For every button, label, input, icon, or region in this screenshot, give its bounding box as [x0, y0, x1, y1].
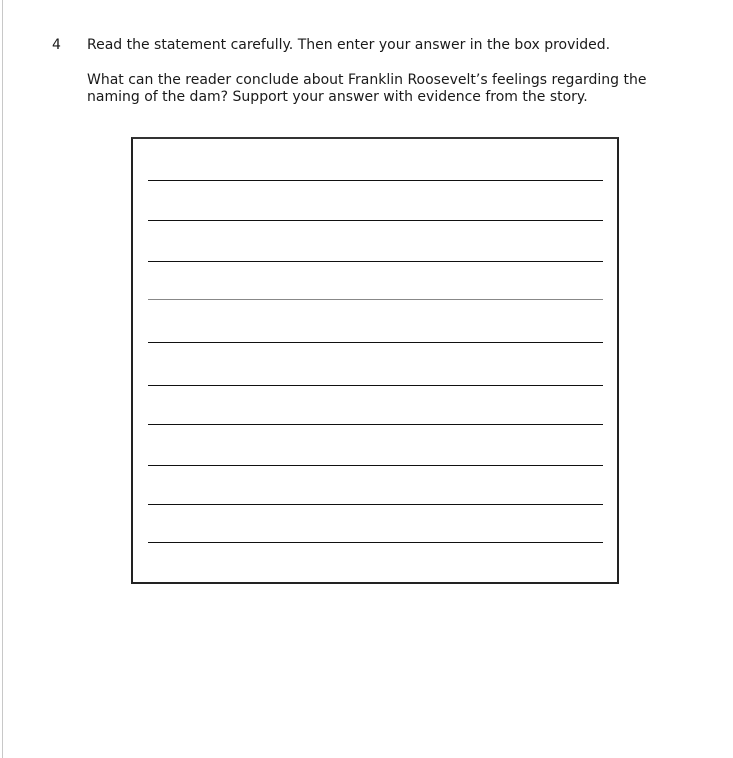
answer-ruled-line [148, 542, 603, 543]
answer-ruled-line [148, 385, 603, 386]
page-left-border [2, 0, 3, 758]
question-instruction: Read the statement carefully. Then enter your answer in the box provided. [87, 37, 611, 53]
answer-ruled-line [148, 220, 603, 221]
answer-ruled-line [148, 342, 603, 343]
answer-ruled-line [148, 504, 603, 505]
question-number: 4 [52, 37, 61, 53]
answer-input-box[interactable] [131, 137, 619, 584]
question-prompt: What can the reader conclude about Franklin Roosevelt’s feelings regarding the naming of the dam? Support your answer with evidence from the story. [87, 72, 647, 105]
answer-ruled-line [148, 180, 603, 181]
answer-ruled-line [148, 299, 603, 300]
answer-ruled-line [148, 261, 603, 262]
answer-ruled-line [148, 424, 603, 425]
answer-ruled-line [148, 465, 603, 466]
